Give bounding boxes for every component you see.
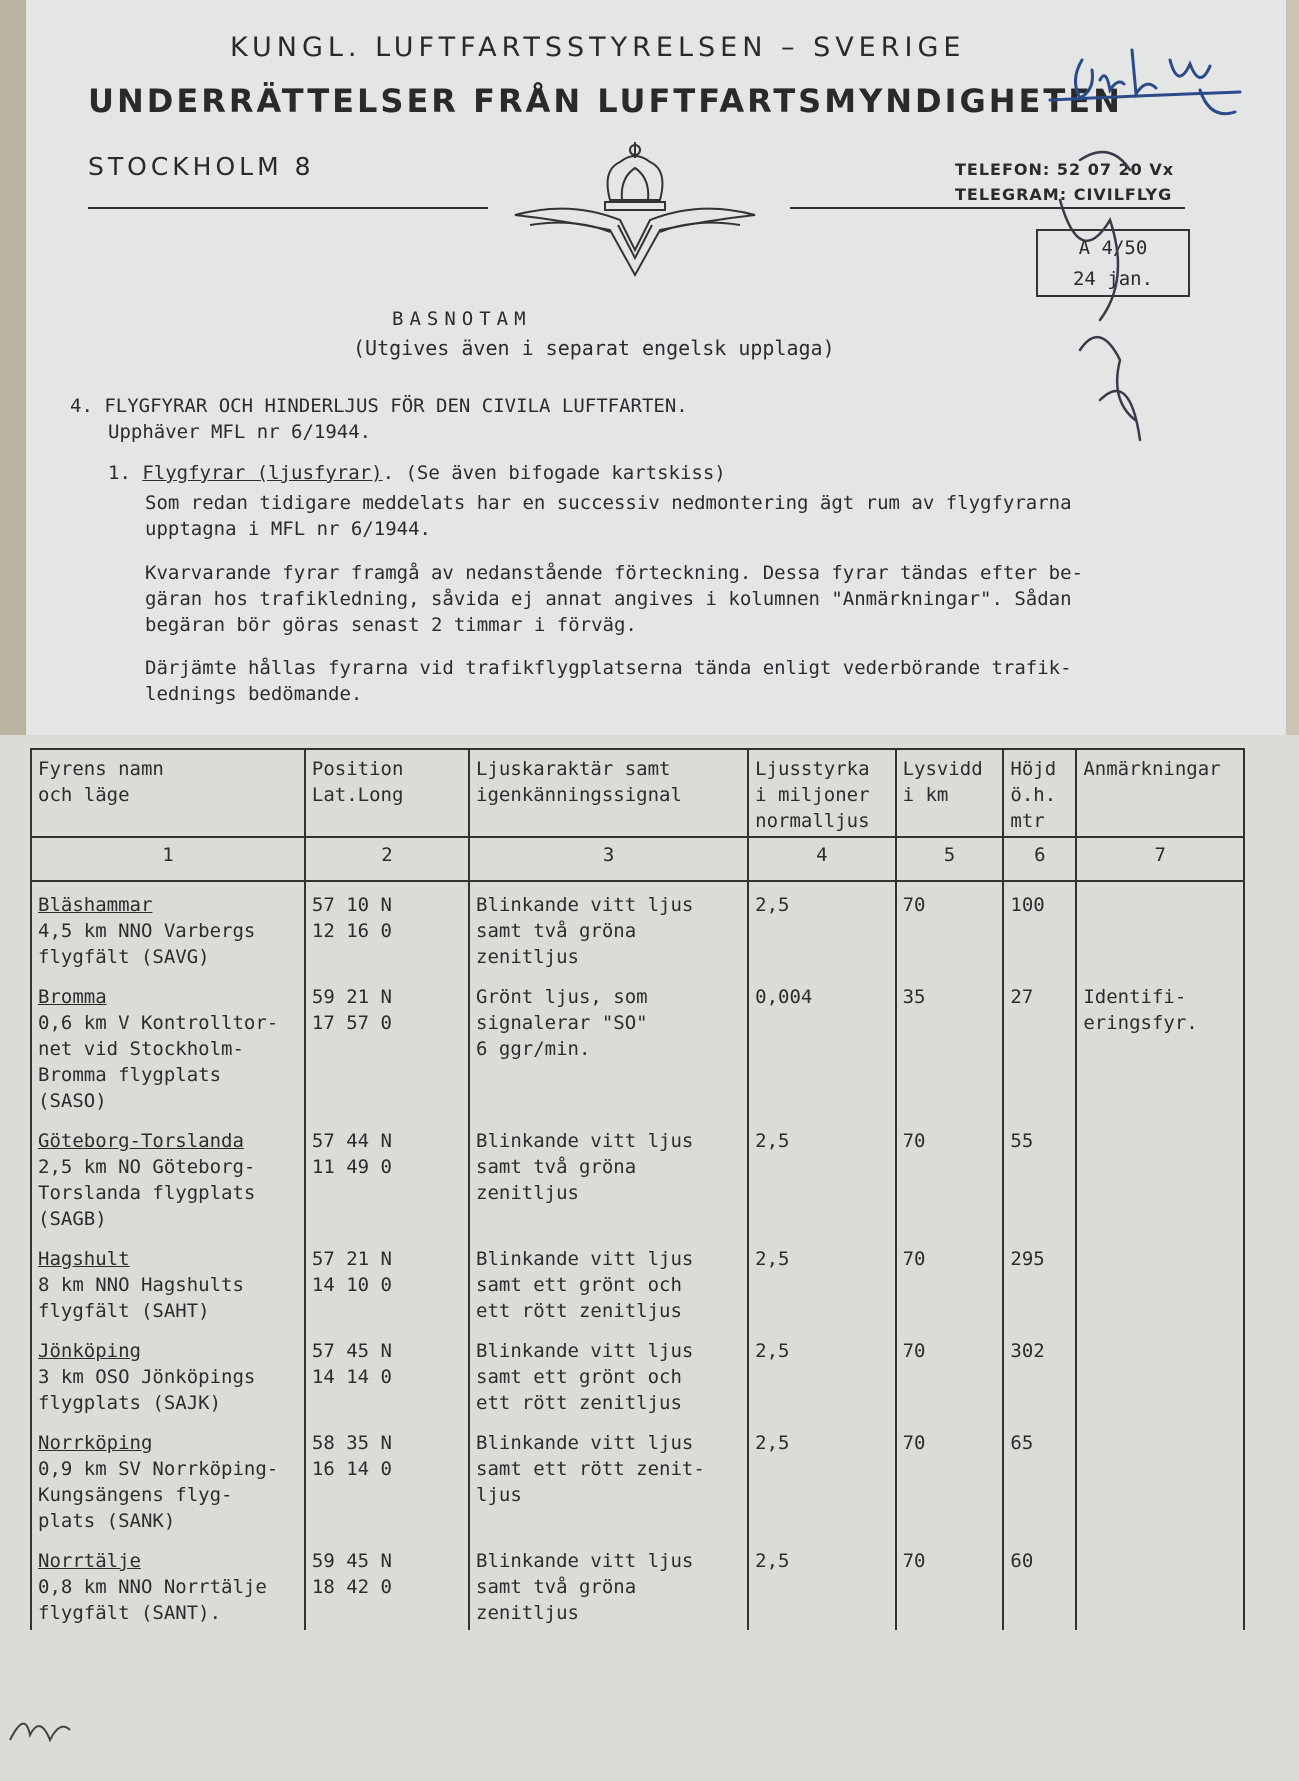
longitude: 14 14 0 bbox=[311, 1366, 392, 1388]
header-line: Lat.Long bbox=[311, 784, 404, 806]
paragraph-line: gäran hos trafikledning, såvida ej annat angives i kolumnen "Anmärkningar". Sådan bbox=[145, 588, 1072, 610]
cell-position bbox=[305, 1118, 469, 1236]
beacon-location-line: plats (SANK) bbox=[38, 1510, 176, 1532]
beacon-table bbox=[30, 748, 1245, 1630]
table-row bbox=[31, 1118, 1244, 1236]
cell-remarks bbox=[1076, 1420, 1244, 1538]
page-edge bbox=[0, 0, 26, 735]
cell-character bbox=[469, 974, 748, 1118]
character-line: Blinkande vitt ljus bbox=[476, 1340, 694, 1362]
pencil-mark-icon bbox=[0, 1690, 80, 1760]
beacon-location-line: flygfält (SAHT) bbox=[38, 1300, 210, 1322]
cell-name-place bbox=[31, 974, 305, 1118]
header-line: Ljusstyrka bbox=[755, 758, 870, 780]
cell-position bbox=[305, 974, 469, 1118]
beacon-location-line: flygfält (SAVG) bbox=[38, 946, 210, 968]
beacon-name: Bläshammar bbox=[38, 894, 153, 916]
paragraph-line: Kvarvarande fyrar framgå av nedanstående förteckning. Dessa fyrar tändas efter be- bbox=[145, 562, 1083, 584]
column-number: 6 bbox=[1003, 837, 1076, 881]
column-number: 4 bbox=[748, 837, 895, 881]
subsection-heading bbox=[108, 462, 726, 484]
agency-name: KUNGL. LUFTFARTSSTYRELSEN – SVERIGE bbox=[230, 32, 966, 63]
header-line: Anmärkningar bbox=[1083, 758, 1221, 780]
latitude: 57 21 N bbox=[311, 1248, 392, 1270]
header-name bbox=[31, 749, 305, 837]
header-line: igenkänningssignal bbox=[476, 784, 682, 806]
column-number: 7 bbox=[1076, 837, 1244, 881]
header-character bbox=[469, 749, 748, 837]
column-number: 2 bbox=[305, 837, 469, 881]
cell-position bbox=[305, 1420, 469, 1538]
table-row bbox=[31, 881, 1244, 974]
subsection-note: . (Se även bifogade kartskiss) bbox=[382, 462, 726, 484]
character-line: zenitljus bbox=[476, 1182, 579, 1204]
crown-wing-emblem-icon bbox=[510, 140, 760, 280]
city: STOCKHOLM 8 bbox=[88, 152, 315, 181]
header-line: Ljuskaraktär samt bbox=[476, 758, 671, 780]
cell-remarks bbox=[1076, 1538, 1244, 1630]
beacon-location-line: net vid Stockholm- bbox=[38, 1038, 244, 1060]
cell-intensity: 2,5 bbox=[748, 1118, 895, 1236]
cell-height: 302 bbox=[1003, 1328, 1076, 1420]
header-rule-left bbox=[88, 207, 488, 209]
beacon-location-line: 8 km NNO Hagshults bbox=[38, 1274, 244, 1296]
beacon-location-line: Kungsängens flyg- bbox=[38, 1484, 233, 1506]
cell-name-place bbox=[31, 1118, 305, 1236]
subsection-number: 1. bbox=[108, 462, 131, 484]
cell-height: 295 bbox=[1003, 1236, 1076, 1328]
table-row bbox=[31, 1538, 1244, 1630]
header-line: i miljoner bbox=[755, 784, 870, 806]
cell-range: 70 bbox=[896, 1118, 1004, 1236]
paragraph-line: Som redan tidigare meddelats har en successiv nedmontering ägt rum av flygfyrarna bbox=[145, 492, 1072, 514]
cell-name-place bbox=[31, 1538, 305, 1630]
character-line: zenitljus bbox=[476, 946, 579, 968]
beacon-location-line: (SAGB) bbox=[38, 1208, 107, 1230]
beacon-name: Göteborg-Torslanda bbox=[38, 1130, 244, 1152]
section-heading: 4. FLYGFYRAR OCH HINDERLJUS FÖR DEN CIVILA LUFTFARTEN. bbox=[70, 395, 688, 417]
cell-name-place bbox=[31, 1328, 305, 1420]
publication-title: UNDERRÄTTELSER FRÅN LUFTFARTSMYNDIGHETEN bbox=[88, 82, 1123, 120]
cell-position bbox=[305, 881, 469, 974]
header-height bbox=[1003, 749, 1076, 837]
cell-range: 70 bbox=[896, 1538, 1004, 1630]
paragraph-line: upptagna i MFL nr 6/1944. bbox=[145, 518, 431, 540]
cell-range: 70 bbox=[896, 1328, 1004, 1420]
column-number: 5 bbox=[896, 837, 1004, 881]
table-row bbox=[31, 1236, 1244, 1328]
beacon-name: Bromma bbox=[38, 986, 107, 1008]
header-line: och läge bbox=[38, 784, 130, 806]
beacon-name: Norrköping bbox=[38, 1432, 153, 1454]
character-line: samt ett grönt och bbox=[476, 1366, 682, 1388]
beacon-location-line: flygplats (SAJK) bbox=[38, 1392, 222, 1414]
paragraph-line: lednings bedömande. bbox=[145, 683, 363, 705]
cell-character bbox=[469, 1118, 748, 1236]
beacon-location-line: 0,8 km NNO Norrtälje bbox=[38, 1576, 267, 1598]
section-supersedes: Upphäver MFL nr 6/1944. bbox=[108, 421, 372, 443]
cell-name-place bbox=[31, 881, 305, 974]
character-line: samt två gröna bbox=[476, 1576, 637, 1598]
character-line: Blinkande vitt ljus bbox=[476, 1248, 694, 1270]
telegram: TELEGRAM: CIVILFLYG bbox=[955, 185, 1173, 204]
character-line: signalerar "SO" bbox=[476, 1012, 648, 1034]
telephone: TELEFON: 52 07 20 Vx bbox=[955, 160, 1175, 179]
beacon-location-line: 3 km OSO Jönköpings bbox=[38, 1366, 256, 1388]
column-number: 3 bbox=[469, 837, 748, 881]
header-intensity bbox=[748, 749, 895, 837]
cell-intensity: 0,004 bbox=[748, 974, 895, 1118]
beacon-rows bbox=[31, 881, 1244, 1630]
table-row bbox=[31, 1420, 1244, 1538]
character-line: 6 ggr/min. bbox=[476, 1038, 591, 1060]
cell-height: 60 bbox=[1003, 1538, 1076, 1630]
character-line: samt två gröna bbox=[476, 1156, 637, 1178]
subsection-title: Flygfyrar (ljusfyrar) bbox=[142, 462, 383, 484]
beacon-location-line: 2,5 km NO Göteborg- bbox=[38, 1156, 256, 1178]
longitude: 14 10 0 bbox=[311, 1274, 392, 1296]
cell-name-place bbox=[31, 1236, 305, 1328]
cell-height: 27 bbox=[1003, 974, 1076, 1118]
column-number-row bbox=[31, 837, 1244, 881]
cell-remarks bbox=[1076, 881, 1244, 974]
latitude: 57 10 N bbox=[311, 894, 392, 916]
header-row bbox=[31, 749, 1244, 837]
longitude: 12 16 0 bbox=[311, 920, 392, 942]
header-line: normalljus bbox=[755, 810, 870, 832]
character-line: samt två gröna bbox=[476, 920, 637, 942]
character-line: Blinkande vitt ljus bbox=[476, 1130, 694, 1152]
cell-character bbox=[469, 1420, 748, 1538]
header-line: i km bbox=[902, 784, 949, 806]
cell-height: 65 bbox=[1003, 1420, 1076, 1538]
column-number: 1 bbox=[31, 837, 305, 881]
header-line: Höjd bbox=[1010, 758, 1057, 780]
longitude: 18 42 0 bbox=[311, 1576, 392, 1598]
cell-remarks bbox=[1076, 1328, 1244, 1420]
cell-position bbox=[305, 1328, 469, 1420]
header-range bbox=[896, 749, 1004, 837]
cell-character bbox=[469, 1236, 748, 1328]
cell-remarks: Identifi- eringsfyr. bbox=[1076, 974, 1244, 1118]
character-line: Grönt ljus, som bbox=[476, 986, 648, 1008]
paragraph-line: Därjämte hållas fyrarna vid trafikflygplatserna tända enligt vederbörande trafik- bbox=[145, 657, 1072, 679]
cell-height: 55 bbox=[1003, 1118, 1076, 1236]
cell-intensity: 2,5 bbox=[748, 1328, 895, 1420]
cell-intensity: 2,5 bbox=[748, 881, 895, 974]
character-line: ett rött zenitljus bbox=[476, 1392, 682, 1414]
header-position bbox=[305, 749, 469, 837]
beacon-name: Norrtälje bbox=[38, 1550, 141, 1572]
cell-character bbox=[469, 1538, 748, 1630]
character-line: samt ett rött zenit- bbox=[476, 1458, 705, 1480]
beacon-location-line: flygfält (SANT). bbox=[38, 1602, 222, 1624]
handwritten-signature-icon bbox=[1040, 20, 1290, 490]
beacon-location-line: Bromma flygplats bbox=[38, 1064, 222, 1086]
latitude: 57 45 N bbox=[311, 1340, 392, 1362]
cell-remarks bbox=[1076, 1118, 1244, 1236]
cell-range: 35 bbox=[896, 974, 1004, 1118]
latitude: 57 44 N bbox=[311, 1130, 392, 1152]
cell-position bbox=[305, 1538, 469, 1630]
character-line: ett rött zenitljus bbox=[476, 1300, 682, 1322]
cell-intensity: 2,5 bbox=[748, 1538, 895, 1630]
reference-number: A 4/50 bbox=[1078, 237, 1148, 259]
beacon-name: Hagshult bbox=[38, 1248, 130, 1270]
cell-range: 70 bbox=[896, 881, 1004, 974]
notice-subtitle: (Utgives även i separat engelsk upplaga) bbox=[353, 336, 835, 360]
longitude: 11 49 0 bbox=[311, 1156, 392, 1178]
character-line: samt ett grönt och bbox=[476, 1274, 682, 1296]
longitude: 16 14 0 bbox=[311, 1458, 392, 1480]
character-line: zenitljus bbox=[476, 1602, 579, 1624]
beacon-location-line: Torslanda flygplats bbox=[38, 1182, 256, 1204]
header-line: mtr bbox=[1010, 810, 1045, 832]
header-line: Position bbox=[311, 758, 404, 780]
beacon-name: Jönköping bbox=[38, 1340, 141, 1362]
cell-intensity: 2,5 bbox=[748, 1420, 895, 1538]
latitude: 59 21 N bbox=[311, 986, 392, 1008]
header-remarks bbox=[1076, 749, 1244, 837]
cell-character bbox=[469, 1328, 748, 1420]
latitude: 58 35 N bbox=[311, 1432, 392, 1454]
beacon-location-line: 0,6 km V Kontrolltor- bbox=[38, 1012, 279, 1034]
header-line: ö.h. bbox=[1010, 784, 1057, 806]
paragraph-3 bbox=[145, 655, 1072, 707]
cell-intensity: 2,5 bbox=[748, 1236, 895, 1328]
paragraph-line: begäran bör göras senast 2 timmar i förväg. bbox=[145, 614, 637, 636]
reference-date: 24 jan. bbox=[1072, 268, 1154, 290]
cell-name-place bbox=[31, 1420, 305, 1538]
paragraph-1 bbox=[145, 490, 1072, 542]
cell-range: 70 bbox=[896, 1236, 1004, 1328]
table-row bbox=[31, 974, 1244, 1118]
character-line: Blinkande vitt ljus bbox=[476, 1432, 694, 1454]
header-line: Lysvidd bbox=[902, 758, 983, 780]
beacon-location-line: (SASO) bbox=[38, 1090, 107, 1112]
beacon-location-line: 4,5 km NNO Varbergs bbox=[38, 920, 256, 942]
character-line: ljus bbox=[476, 1484, 522, 1506]
cell-remarks bbox=[1076, 1236, 1244, 1328]
cell-range: 70 bbox=[896, 1420, 1004, 1538]
table-row bbox=[31, 1328, 1244, 1420]
header-line: Fyrens namn bbox=[38, 758, 164, 780]
cell-character bbox=[469, 881, 748, 974]
paragraph-2 bbox=[145, 560, 1083, 638]
cell-height: 100 bbox=[1003, 881, 1076, 974]
beacon-location-line: 0,9 km SV Norrköping- bbox=[38, 1458, 279, 1480]
longitude: 17 57 0 bbox=[311, 1012, 392, 1034]
cell-position bbox=[305, 1236, 469, 1328]
character-line: Blinkande vitt ljus bbox=[476, 1550, 694, 1572]
character-line: Blinkande vitt ljus bbox=[476, 894, 694, 916]
latitude: 59 45 N bbox=[311, 1550, 392, 1572]
notice-title: BASNOTAM bbox=[392, 308, 532, 330]
